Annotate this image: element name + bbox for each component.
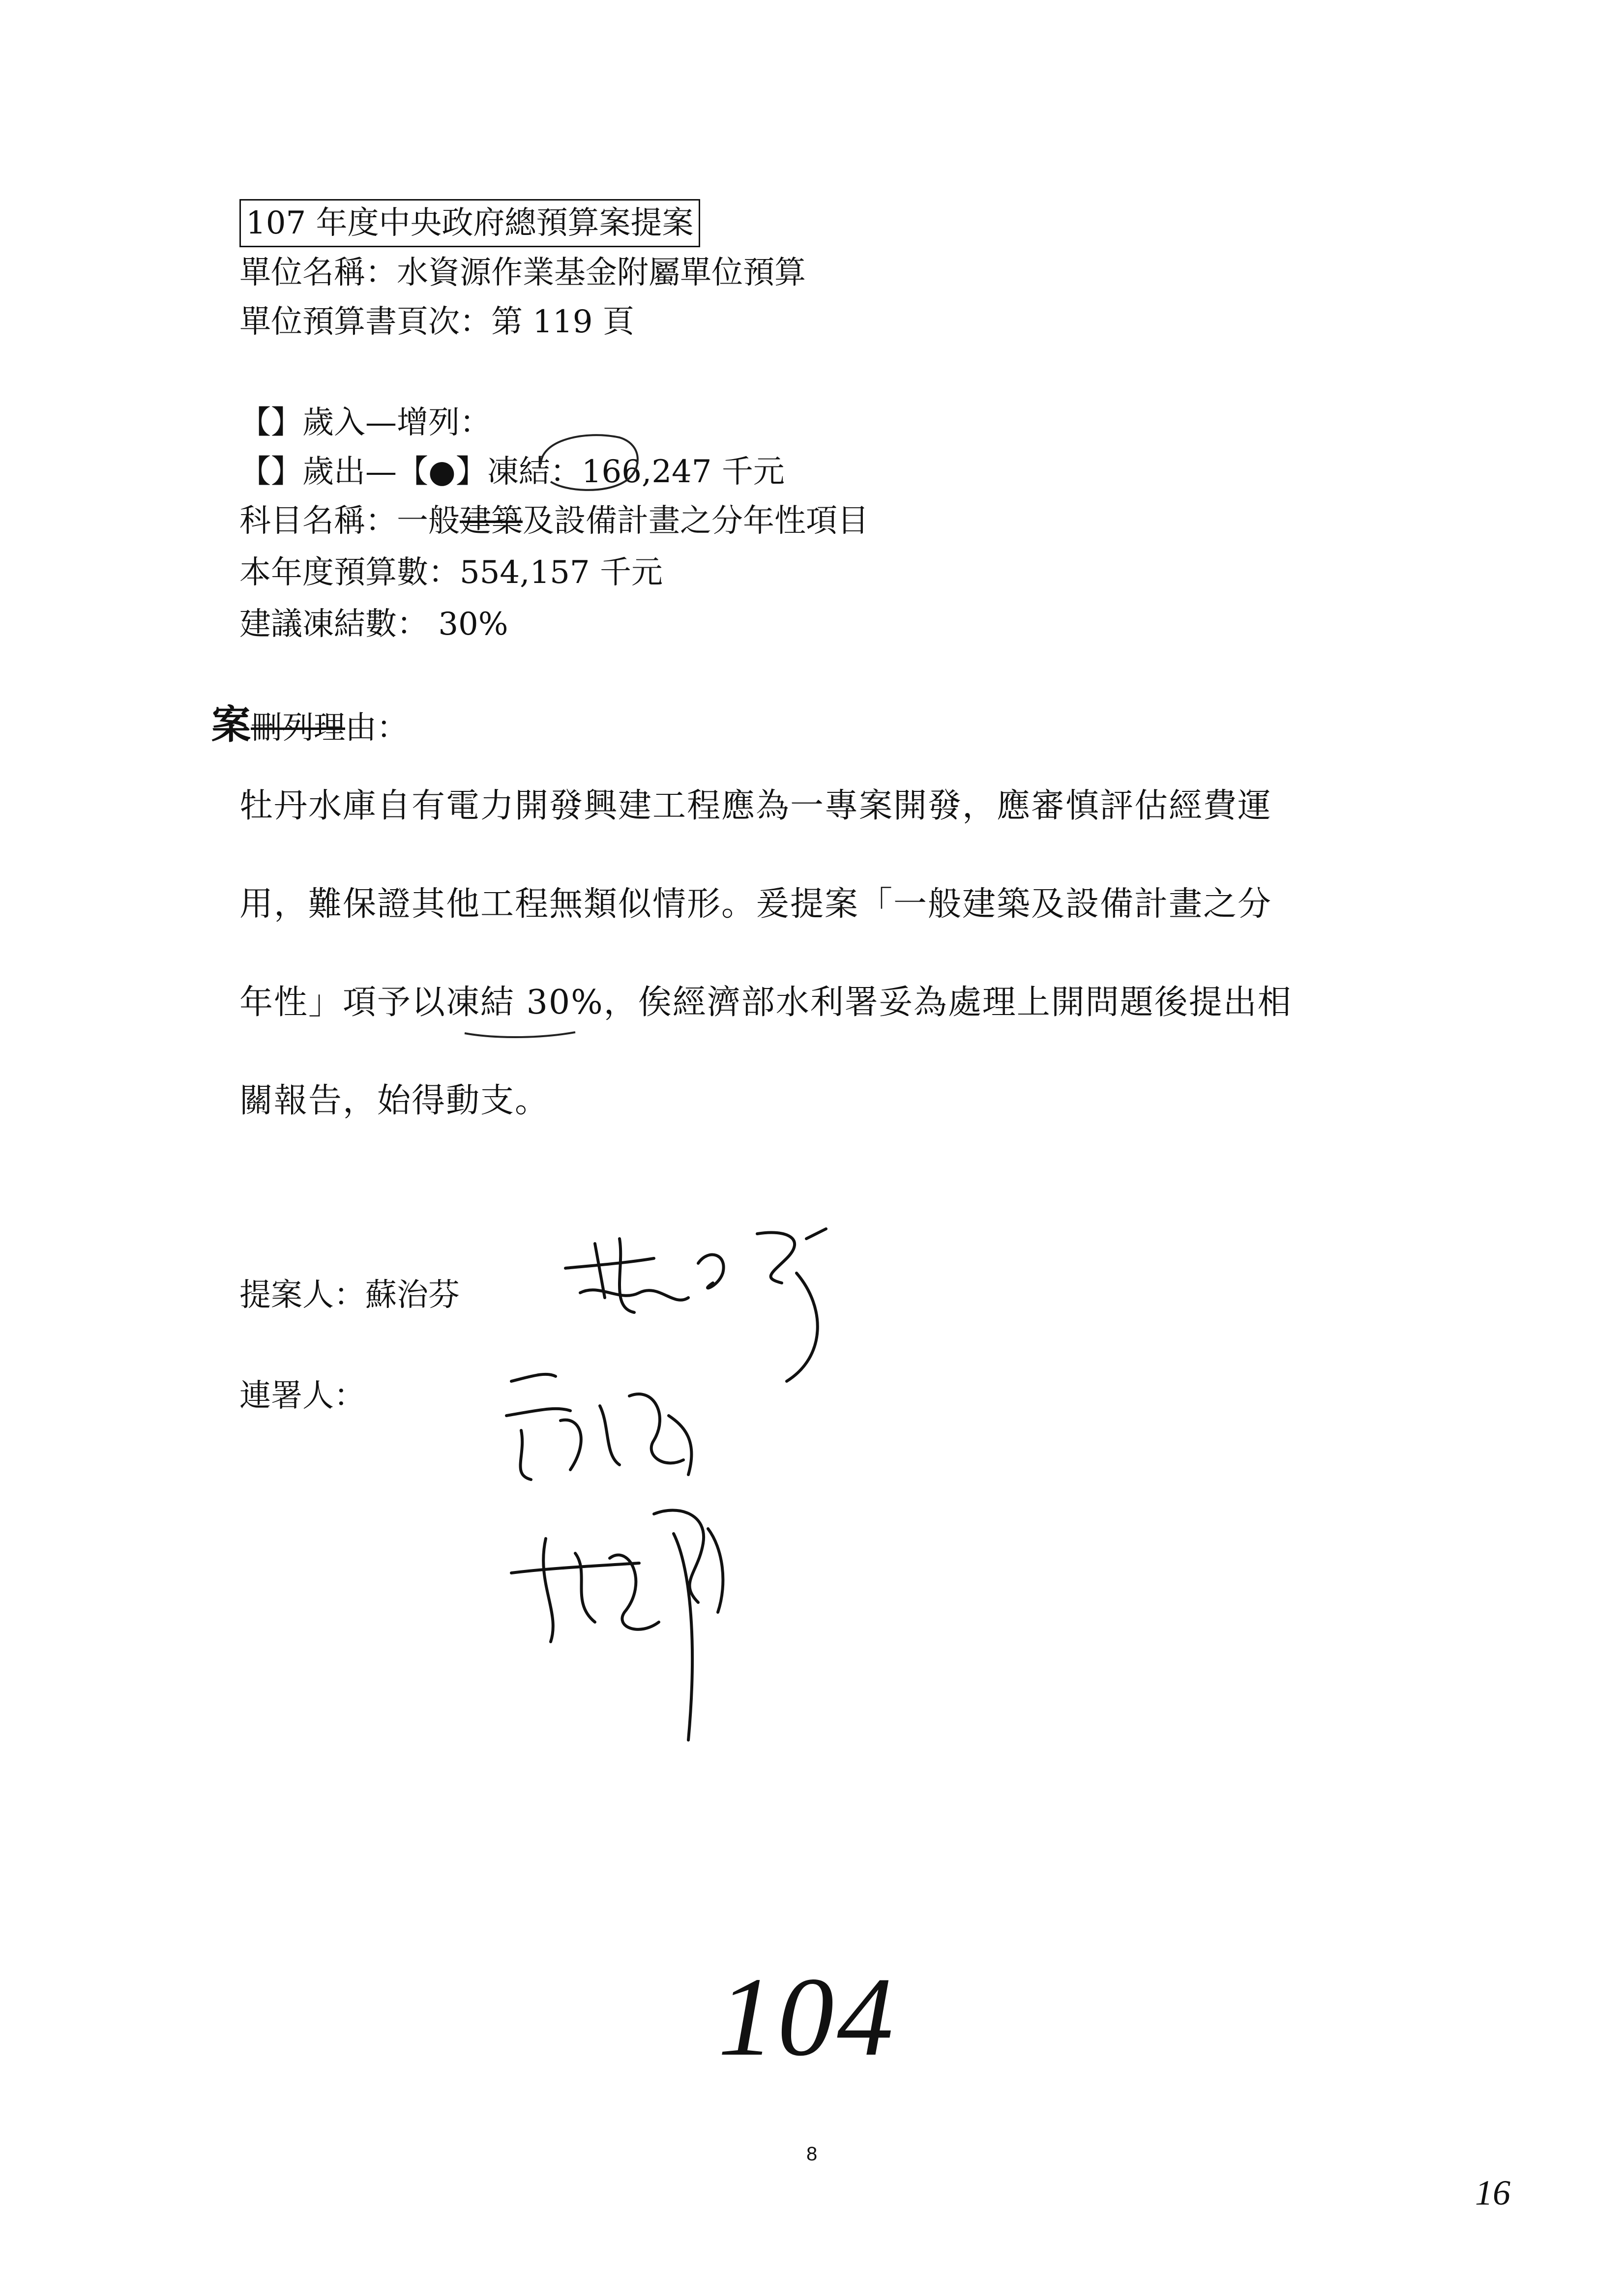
handwritten-underline	[462, 1027, 580, 1042]
subject-prefix: 科目名稱：一般	[239, 503, 460, 539]
proposal-title-box: 107 年度中央政府總預算案提案	[239, 199, 700, 247]
handwritten-correction-char: 案	[211, 702, 251, 748]
expense-line	[239, 450, 785, 494]
expense-freeze-word: 凍結	[487, 454, 550, 490]
corner-handwritten-number: 16	[1475, 2173, 1510, 2212]
page-number: 8	[806, 2143, 818, 2165]
reason-label-end: 由：	[345, 710, 408, 746]
reason-line-3: 年性」項予以凍結 30%，俟經濟部水利署妥為處理上開問題後提出相	[239, 983, 1292, 1022]
freeze-ratio-line: 建議凍結數： 30%	[239, 606, 508, 642]
reason-struck-text: 刪列理	[251, 710, 345, 746]
handwritten-circle-mark	[531, 425, 649, 499]
reason-line-4: 關報告，始得動支。	[239, 1081, 550, 1120]
reason-label	[211, 703, 408, 750]
expense-amount: ：166,247 千元	[550, 454, 785, 490]
expense-prefix: 【】歲出—【●】	[239, 454, 487, 490]
proposer-label: 提案人：蘇治芬	[239, 1277, 460, 1313]
budget-line: 本年度預算數：554,157 千元	[239, 554, 663, 591]
cosigner-signature-1	[492, 1357, 728, 1504]
cosigner-signature-2	[492, 1484, 767, 1760]
subject-line	[239, 499, 869, 543]
reason-line-1: 牡丹水庫自有電力開發興建工程應為一專案開發，應審慎評估經費運	[239, 786, 1272, 825]
unit-name: 單位名稱：水資源作業基金附屬單位預算	[239, 255, 806, 291]
page-reference: 單位預算書頁次：第 119 頁	[239, 304, 634, 340]
cosigner-label: 連署人：	[239, 1378, 365, 1414]
subject-suffix: 及設備計畫之分年性項目	[523, 503, 869, 539]
reason-line-2: 用，難保證其他工程無類似情形。爰提案「一般建築及設備計畫之分	[239, 885, 1272, 924]
subject-struck-text: 建築	[460, 503, 523, 539]
handwritten-page-number: 104	[718, 1954, 896, 2079]
proposal-title	[239, 199, 700, 247]
revenue-line: 【】歲入—增列：	[239, 405, 491, 441]
